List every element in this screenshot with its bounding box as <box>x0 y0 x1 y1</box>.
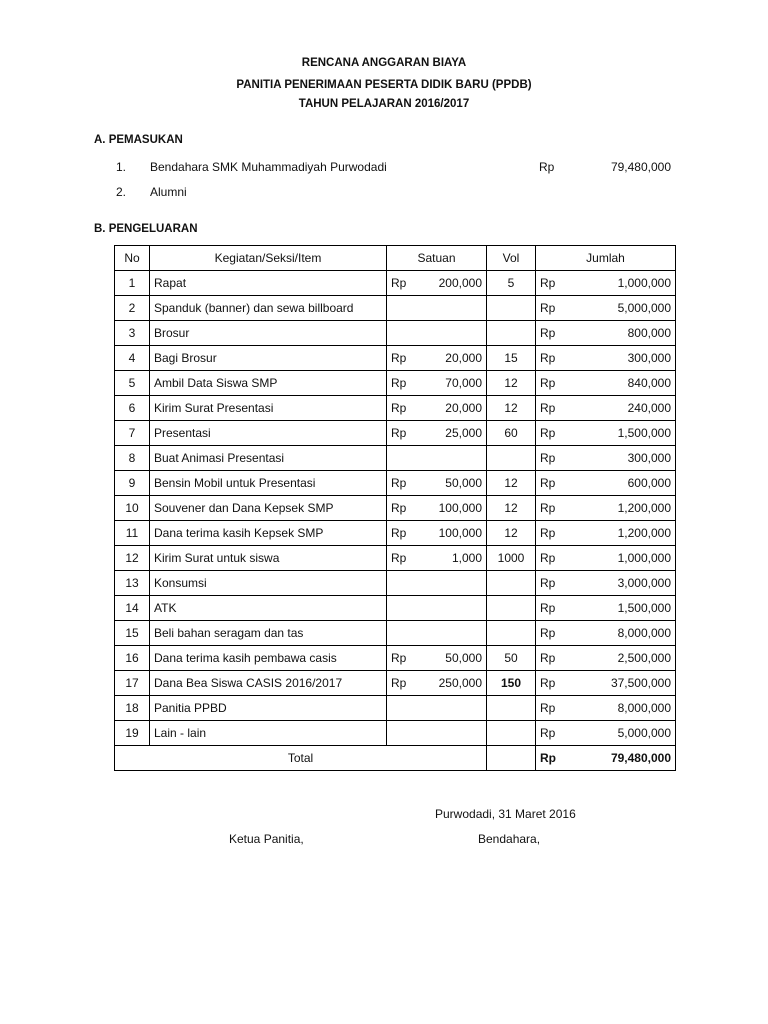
row-vol: 50 <box>487 646 536 671</box>
row-unit-price: 100,000 <box>438 501 482 515</box>
row-no: 12 <box>115 546 150 571</box>
table-row <box>115 646 676 671</box>
doc-title: RENCANA ANGGARAN BIAYA <box>301 57 467 69</box>
row-total-amount: 5,000,000 <box>617 726 671 740</box>
row-unit-cell <box>387 621 487 646</box>
income-item-name: Alumni <box>150 185 187 199</box>
row-total-currency: Rp <box>540 701 556 715</box>
row-vol <box>487 721 536 746</box>
table-row <box>115 596 676 621</box>
table-row <box>115 446 676 471</box>
row-total-cell <box>536 621 676 646</box>
row-unit-currency: Rp <box>391 426 407 440</box>
total-vol-cell <box>487 746 536 771</box>
row-total-currency: Rp <box>540 276 556 290</box>
row-item: Beli bahan seragam dan tas <box>150 621 387 646</box>
row-total-currency: Rp <box>540 501 556 515</box>
row-vol: 150 <box>487 671 536 696</box>
row-total-amount: 3,000,000 <box>617 576 671 590</box>
row-total-amount: 800,000 <box>627 326 671 340</box>
table-row <box>115 571 676 596</box>
row-unit-currency: Rp <box>391 501 407 515</box>
row-total-cell <box>536 296 676 321</box>
row-unit-cell <box>387 421 487 446</box>
row-vol <box>487 621 536 646</box>
row-no: 7 <box>115 421 150 446</box>
row-total-cell <box>536 446 676 471</box>
row-total-currency: Rp <box>540 376 556 390</box>
row-item: Kirim Surat Presentasi <box>150 396 387 421</box>
row-vol: 12 <box>487 521 536 546</box>
expense-table <box>114 245 676 771</box>
row-item: Bagi Brosur <box>150 346 387 371</box>
table-row <box>115 546 676 571</box>
doc-subtitle: PANITIA PENERIMAAN PESERTA DIDIK BARU (PPDB) <box>236 79 532 91</box>
row-vol: 1000 <box>487 546 536 571</box>
row-vol: 12 <box>487 496 536 521</box>
row-item: Spanduk (banner) dan sewa billboard <box>150 296 387 321</box>
signature-treasurer: Bendahara, <box>478 832 541 846</box>
income-item-no: 2. <box>116 185 127 199</box>
total-label: Total <box>115 746 487 771</box>
row-item: Ambil Data Siswa SMP <box>150 371 387 396</box>
row-total-cell <box>536 696 676 721</box>
row-total-currency: Rp <box>540 451 556 465</box>
row-item: Rapat <box>150 271 387 296</box>
income-item-amount: 79,480,000 <box>610 160 671 174</box>
row-total-amount: 8,000,000 <box>617 626 671 640</box>
row-vol: 12 <box>487 371 536 396</box>
income-item-currency: Rp <box>539 160 555 174</box>
row-item: Kirim Surat untuk siswa <box>150 546 387 571</box>
row-unit-currency: Rp <box>391 376 407 390</box>
table-row <box>115 471 676 496</box>
row-total-currency: Rp <box>540 426 556 440</box>
row-item: Souvener dan Dana Kepsek SMP <box>150 496 387 521</box>
table-row <box>115 496 676 521</box>
row-unit-cell <box>387 396 487 421</box>
row-no: 9 <box>115 471 150 496</box>
row-total-amount: 5,000,000 <box>617 301 671 315</box>
row-unit-currency: Rp <box>391 351 407 365</box>
total-amount-cell <box>536 746 676 771</box>
row-unit-price: 20,000 <box>445 401 482 415</box>
row-total-amount: 600,000 <box>627 476 671 490</box>
row-no: 14 <box>115 596 150 621</box>
row-unit-cell <box>387 446 487 471</box>
row-no: 19 <box>115 721 150 746</box>
row-total-amount: 1,200,000 <box>617 501 671 515</box>
row-unit-cell <box>387 271 487 296</box>
row-total-currency: Rp <box>540 401 556 415</box>
row-unit-currency: Rp <box>391 526 407 540</box>
row-item: Dana terima kasih Kepsek SMP <box>150 521 387 546</box>
row-total-cell <box>536 271 676 296</box>
row-no: 5 <box>115 371 150 396</box>
row-total-amount: 1,200,000 <box>617 526 671 540</box>
table-row <box>115 671 676 696</box>
row-total-currency: Rp <box>540 551 556 565</box>
row-no: 8 <box>115 446 150 471</box>
row-vol <box>487 446 536 471</box>
row-unit-cell <box>387 696 487 721</box>
row-total-amount: 240,000 <box>627 401 671 415</box>
row-no: 1 <box>115 271 150 296</box>
row-no: 15 <box>115 621 150 646</box>
row-unit-cell <box>387 571 487 596</box>
row-total-currency: Rp <box>540 526 556 540</box>
row-item: Buat Animasi Presentasi <box>150 446 387 471</box>
row-total-currency: Rp <box>540 301 556 315</box>
row-unit-cell <box>387 296 487 321</box>
row-unit-price: 50,000 <box>445 476 482 490</box>
row-vol: 5 <box>487 271 536 296</box>
row-total-cell <box>536 346 676 371</box>
row-total-currency: Rp <box>540 651 556 665</box>
column-header-total: Jumlah <box>536 246 676 271</box>
table-row <box>115 721 676 746</box>
row-item: Dana terima kasih pembawa casis <box>150 646 387 671</box>
row-item: Lain - lain <box>150 721 387 746</box>
row-total-amount: 300,000 <box>627 451 671 465</box>
row-vol: 60 <box>487 421 536 446</box>
row-no: 3 <box>115 321 150 346</box>
signature-place-date: Purwodadi, 31 Maret 2016 <box>435 807 576 821</box>
row-total-currency: Rp <box>540 676 556 690</box>
row-total-cell <box>536 496 676 521</box>
table-row <box>115 621 676 646</box>
row-total-amount: 1,000,000 <box>617 551 671 565</box>
row-total-cell <box>536 421 676 446</box>
row-unit-cell <box>387 471 487 496</box>
row-no: 11 <box>115 521 150 546</box>
row-no: 18 <box>115 696 150 721</box>
row-total-cell <box>536 321 676 346</box>
row-total-currency: Rp <box>540 601 556 615</box>
row-vol <box>487 571 536 596</box>
row-total-cell <box>536 596 676 621</box>
row-total-amount: 1,500,000 <box>617 426 671 440</box>
row-item: Dana Bea Siswa CASIS 2016/2017 <box>150 671 387 696</box>
row-vol: 15 <box>487 346 536 371</box>
row-total-cell <box>536 521 676 546</box>
row-unit-cell <box>387 671 487 696</box>
income-item-no: 1. <box>116 160 127 174</box>
row-total-cell <box>536 371 676 396</box>
row-unit-price: 100,000 <box>438 526 482 540</box>
table-row <box>115 271 676 296</box>
row-unit-price: 250,000 <box>438 676 482 690</box>
row-no: 6 <box>115 396 150 421</box>
column-header-item: Kegiatan/Seksi/Item <box>150 246 387 271</box>
row-vol <box>487 296 536 321</box>
total-amount: 79,480,000 <box>610 751 671 765</box>
table-row <box>115 371 676 396</box>
column-header-unit: Satuan <box>387 246 487 271</box>
row-unit-cell <box>387 496 487 521</box>
row-no: 16 <box>115 646 150 671</box>
row-vol <box>487 596 536 621</box>
total-currency: Rp <box>540 751 556 765</box>
row-item: Bensin Mobil untuk Presentasi <box>150 471 387 496</box>
row-total-currency: Rp <box>540 576 556 590</box>
row-no: 13 <box>115 571 150 596</box>
signature-chair: Ketua Panitia, <box>229 832 304 846</box>
row-no: 2 <box>115 296 150 321</box>
row-unit-cell <box>387 321 487 346</box>
row-unit-cell <box>387 721 487 746</box>
row-total-cell <box>536 396 676 421</box>
row-total-cell <box>536 671 676 696</box>
row-unit-cell <box>387 346 487 371</box>
row-total-amount: 300,000 <box>627 351 671 365</box>
row-unit-price: 1,000 <box>451 551 482 565</box>
row-unit-currency: Rp <box>391 276 407 290</box>
row-item: Panitia PPBD <box>150 696 387 721</box>
row-unit-price: 20,000 <box>445 351 482 365</box>
row-unit-currency: Rp <box>391 401 407 415</box>
column-header-no: No <box>115 246 150 271</box>
row-unit-cell <box>387 521 487 546</box>
row-unit-cell <box>387 546 487 571</box>
table-row <box>115 396 676 421</box>
row-vol <box>487 321 536 346</box>
row-total-currency: Rp <box>540 626 556 640</box>
row-unit-price: 70,000 <box>445 376 482 390</box>
row-unit-currency: Rp <box>391 676 407 690</box>
row-total-amount: 2,500,000 <box>617 651 671 665</box>
row-unit-cell <box>387 596 487 621</box>
row-total-amount: 37,500,000 <box>610 676 671 690</box>
table-row <box>115 521 676 546</box>
row-unit-currency: Rp <box>391 651 407 665</box>
row-vol: 12 <box>487 396 536 421</box>
table-row <box>115 696 676 721</box>
table-row <box>115 421 676 446</box>
row-unit-price: 50,000 <box>445 651 482 665</box>
row-item: ATK <box>150 596 387 621</box>
table-row <box>115 321 676 346</box>
table-row <box>115 296 676 321</box>
row-vol: 12 <box>487 471 536 496</box>
total-row <box>115 746 676 771</box>
row-unit-price: 25,000 <box>445 426 482 440</box>
row-unit-cell <box>387 646 487 671</box>
row-unit-price: 200,000 <box>438 276 482 290</box>
row-unit-currency: Rp <box>391 476 407 490</box>
row-no: 4 <box>115 346 150 371</box>
row-unit-cell <box>387 371 487 396</box>
row-item: Konsumsi <box>150 571 387 596</box>
row-total-cell <box>536 571 676 596</box>
row-total-amount: 840,000 <box>627 376 671 390</box>
table-header-row <box>115 246 676 271</box>
row-total-currency: Rp <box>540 726 556 740</box>
row-total-cell <box>536 646 676 671</box>
row-item: Presentasi <box>150 421 387 446</box>
table-row <box>115 346 676 371</box>
row-total-amount: 8,000,000 <box>617 701 671 715</box>
row-total-amount: 1,500,000 <box>617 601 671 615</box>
row-total-currency: Rp <box>540 326 556 340</box>
row-total-currency: Rp <box>540 351 556 365</box>
income-item-name: Bendahara SMK Muhammadiyah Purwodadi <box>150 160 387 174</box>
row-total-currency: Rp <box>540 476 556 490</box>
row-total-cell <box>536 471 676 496</box>
row-no: 17 <box>115 671 150 696</box>
row-vol <box>487 696 536 721</box>
row-unit-currency: Rp <box>391 551 407 565</box>
income-section-title: A. PEMASUKAN <box>94 134 183 146</box>
doc-year: TAHUN PELAJARAN 2016/2017 <box>298 98 470 110</box>
row-total-cell <box>536 546 676 571</box>
row-total-cell <box>536 721 676 746</box>
column-header-vol: Vol <box>487 246 536 271</box>
row-total-amount: 1,000,000 <box>617 276 671 290</box>
row-no: 10 <box>115 496 150 521</box>
expense-section-title: B. PENGELUARAN <box>94 223 198 235</box>
row-item: Brosur <box>150 321 387 346</box>
